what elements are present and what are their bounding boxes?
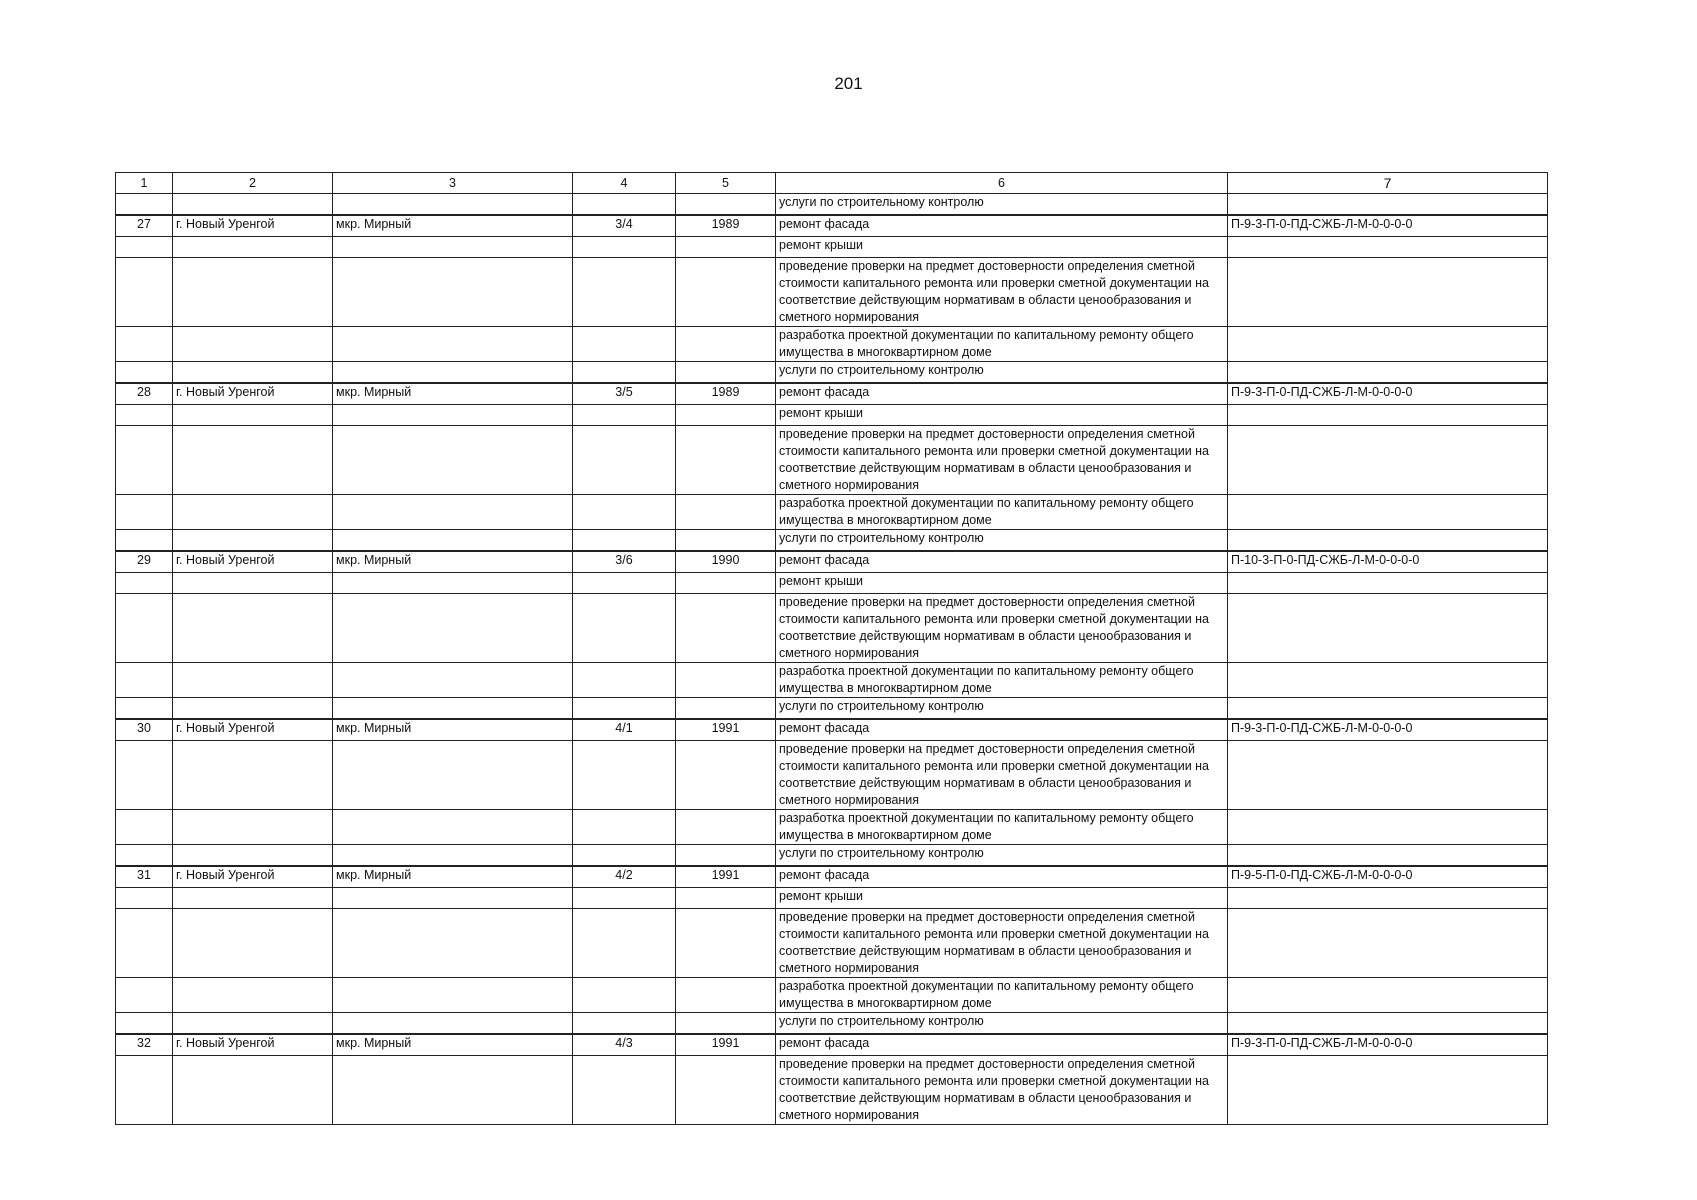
house-number-cell	[573, 258, 676, 327]
code-cell	[1228, 909, 1548, 978]
house-number-cell	[573, 845, 676, 867]
code-cell	[1228, 573, 1548, 594]
house-number-cell: 4/2	[573, 866, 676, 888]
year-cell: 1989	[676, 383, 776, 405]
house-number-cell	[573, 698, 676, 720]
work-type-cell: ремонт крыши	[776, 573, 1228, 594]
column-header: 2	[173, 173, 333, 194]
work-type-cell: услуги по строительному контролю	[776, 530, 1228, 552]
city-cell	[173, 909, 333, 978]
city-cell	[173, 426, 333, 495]
row-number-cell	[116, 663, 173, 698]
house-number-cell	[573, 741, 676, 810]
city-cell: г. Новый Уренгой	[173, 866, 333, 888]
work-type-cell: ремонт крыши	[776, 405, 1228, 426]
table-row	[116, 909, 1548, 978]
work-type-cell: ремонт фасада	[776, 866, 1228, 888]
table-row	[116, 978, 1548, 1013]
table-row	[116, 1056, 1548, 1125]
city-cell: г. Новый Уренгой	[173, 215, 333, 237]
table-body	[116, 194, 1548, 1125]
district-cell	[333, 237, 573, 258]
year-cell	[676, 426, 776, 495]
row-number-cell	[116, 194, 173, 216]
city-cell	[173, 258, 333, 327]
code-cell	[1228, 362, 1548, 384]
year-cell	[676, 194, 776, 216]
district-cell: мкр. Мирный	[333, 215, 573, 237]
work-type-cell: услуги по строительному контролю	[776, 362, 1228, 384]
house-number-cell	[573, 495, 676, 530]
row-number-cell	[116, 810, 173, 845]
work-type-cell: разработка проектной документации по капитальному ремонту общего имущества в многоквартирном доме	[776, 810, 1228, 845]
code-cell	[1228, 594, 1548, 663]
row-number-cell	[116, 495, 173, 530]
code-cell: П-10-3-П-0-ПД-СЖБ-Л-М-0-0-0-0	[1228, 551, 1548, 573]
city-cell	[173, 194, 333, 216]
work-type-cell: проведение проверки на предмет достоверности определения сметной стоимости капитального ремонта или проверки сметной документации на соответствие действующим нормативам в области ценообразования и сметного нормирования	[776, 426, 1228, 495]
work-type-cell: ремонт фасада	[776, 215, 1228, 237]
district-cell: мкр. Мирный	[333, 1034, 573, 1056]
city-cell	[173, 362, 333, 384]
year-cell: 1989	[676, 215, 776, 237]
table-row	[116, 495, 1548, 530]
house-number-cell: 3/4	[573, 215, 676, 237]
house-number-cell	[573, 1056, 676, 1125]
district-cell	[333, 573, 573, 594]
row-number-cell: 31	[116, 866, 173, 888]
year-cell: 1991	[676, 719, 776, 741]
year-cell	[676, 594, 776, 663]
code-cell: П-9-3-П-0-ПД-СЖБ-Л-М-0-0-0-0	[1228, 383, 1548, 405]
work-type-cell: разработка проектной документации по капитальному ремонту общего имущества в многоквартирном доме	[776, 663, 1228, 698]
table-row	[116, 845, 1548, 867]
house-number-cell	[573, 1013, 676, 1035]
year-cell	[676, 978, 776, 1013]
row-number-cell	[116, 530, 173, 552]
row-number-cell	[116, 258, 173, 327]
code-cell	[1228, 194, 1548, 216]
district-cell	[333, 698, 573, 720]
work-type-cell: услуги по строительному контролю	[776, 698, 1228, 720]
house-number-cell	[573, 426, 676, 495]
district-cell	[333, 327, 573, 362]
district-cell	[333, 845, 573, 867]
code-cell	[1228, 1013, 1548, 1035]
year-cell: 1991	[676, 1034, 776, 1056]
column-number-row	[116, 173, 1548, 194]
year-cell	[676, 845, 776, 867]
work-type-cell: проведение проверки на предмет достоверности определения сметной стоимости капитального ремонта или проверки сметной документации на соответствие действующим нормативам в области ценообразования и сметного нормирования	[776, 909, 1228, 978]
row-number-cell	[116, 237, 173, 258]
table-row	[116, 426, 1548, 495]
code-cell	[1228, 258, 1548, 327]
table-row	[116, 741, 1548, 810]
city-cell: г. Новый Уренгой	[173, 551, 333, 573]
year-cell	[676, 237, 776, 258]
work-type-cell: проведение проверки на предмет достоверности определения сметной стоимости капитального ремонта или проверки сметной документации на соответствие действующим нормативам в области ценообразования и сметного нормирования	[776, 258, 1228, 327]
house-number-cell	[573, 327, 676, 362]
city-cell	[173, 698, 333, 720]
house-number-cell	[573, 909, 676, 978]
city-cell	[173, 845, 333, 867]
work-type-cell: ремонт крыши	[776, 888, 1228, 909]
district-cell	[333, 741, 573, 810]
work-type-cell: проведение проверки на предмет достоверности определения сметной стоимости капитального ремонта или проверки сметной документации на соответствие действующим нормативам в области ценообразования и сметного нормирования	[776, 594, 1228, 663]
code-cell	[1228, 426, 1548, 495]
city-cell	[173, 663, 333, 698]
table-row	[116, 573, 1548, 594]
year-cell	[676, 573, 776, 594]
row-number-cell	[116, 405, 173, 426]
year-cell	[676, 663, 776, 698]
code-cell: П-9-3-П-0-ПД-СЖБ-Л-М-0-0-0-0	[1228, 1034, 1548, 1056]
column-header: 4	[573, 173, 676, 194]
year-cell	[676, 810, 776, 845]
city-cell	[173, 405, 333, 426]
district-cell	[333, 405, 573, 426]
year-cell	[676, 362, 776, 384]
district-cell	[333, 495, 573, 530]
work-type-cell: проведение проверки на предмет достоверности определения сметной стоимости капитального ремонта или проверки сметной документации на соответствие действующим нормативам в области ценообразования и сметного нормирования	[776, 741, 1228, 810]
work-type-cell: ремонт фасада	[776, 719, 1228, 741]
house-number-cell	[573, 810, 676, 845]
code-cell	[1228, 810, 1548, 845]
table-row	[116, 810, 1548, 845]
work-type-cell: ремонт фасада	[776, 383, 1228, 405]
work-type-cell: услуги по строительному контролю	[776, 845, 1228, 867]
district-cell: мкр. Мирный	[333, 866, 573, 888]
code-cell	[1228, 1056, 1548, 1125]
table-row	[116, 405, 1548, 426]
year-cell: 1991	[676, 866, 776, 888]
city-cell: г. Новый Уренгой	[173, 1034, 333, 1056]
city-cell	[173, 888, 333, 909]
row-number-cell	[116, 327, 173, 362]
code-cell	[1228, 405, 1548, 426]
house-number-cell	[573, 663, 676, 698]
code-cell	[1228, 978, 1548, 1013]
code-cell	[1228, 530, 1548, 552]
district-cell	[333, 909, 573, 978]
work-type-cell: проведение проверки на предмет достоверности определения сметной стоимости капитального ремонта или проверки сметной документации на соответствие действующим нормативам в области ценообразования и сметного нормирования	[776, 1056, 1228, 1125]
city-cell: г. Новый Уренгой	[173, 383, 333, 405]
house-number-cell: 4/1	[573, 719, 676, 741]
row-number-cell	[116, 594, 173, 663]
code-cell: П-9-5-П-0-ПД-СЖБ-Л-М-0-0-0-0	[1228, 866, 1548, 888]
year-cell	[676, 258, 776, 327]
column-header: 7	[1228, 173, 1548, 194]
repair-schedule-table	[115, 172, 1548, 1125]
table-row	[116, 866, 1548, 888]
work-type-cell: услуги по строительному контролю	[776, 1013, 1228, 1035]
table-row	[116, 663, 1548, 698]
table-row	[116, 594, 1548, 663]
city-cell	[173, 1013, 333, 1035]
code-cell	[1228, 845, 1548, 867]
work-type-cell: ремонт фасада	[776, 1034, 1228, 1056]
code-cell	[1228, 741, 1548, 810]
row-number-cell: 29	[116, 551, 173, 573]
row-number-cell: 28	[116, 383, 173, 405]
table-row	[116, 551, 1548, 573]
city-cell	[173, 1056, 333, 1125]
row-number-cell	[116, 573, 173, 594]
district-cell	[333, 426, 573, 495]
table-row	[116, 237, 1548, 258]
work-type-cell: ремонт крыши	[776, 237, 1228, 258]
city-cell	[173, 327, 333, 362]
year-cell	[676, 530, 776, 552]
row-number-cell	[116, 845, 173, 867]
district-cell: мкр. Мирный	[333, 551, 573, 573]
district-cell	[333, 888, 573, 909]
row-number-cell	[116, 909, 173, 978]
row-number-cell	[116, 698, 173, 720]
city-cell	[173, 573, 333, 594]
row-number-cell	[116, 978, 173, 1013]
house-number-cell	[573, 530, 676, 552]
table-row	[116, 1013, 1548, 1035]
district-cell	[333, 663, 573, 698]
code-cell	[1228, 663, 1548, 698]
house-number-cell	[573, 237, 676, 258]
code-cell	[1228, 327, 1548, 362]
district-cell	[333, 978, 573, 1013]
row-number-cell	[116, 741, 173, 810]
district-cell: мкр. Мирный	[333, 719, 573, 741]
city-cell	[173, 810, 333, 845]
code-cell: П-9-3-П-0-ПД-СЖБ-Л-М-0-0-0-0	[1228, 719, 1548, 741]
house-number-cell: 4/3	[573, 1034, 676, 1056]
row-number-cell: 27	[116, 215, 173, 237]
row-number-cell: 32	[116, 1034, 173, 1056]
table-row	[116, 215, 1548, 237]
house-number-cell	[573, 362, 676, 384]
district-cell	[333, 1056, 573, 1125]
row-number-cell	[116, 1013, 173, 1035]
year-cell	[676, 888, 776, 909]
row-number-cell	[116, 888, 173, 909]
table-row	[116, 194, 1548, 216]
house-number-cell	[573, 594, 676, 663]
city-cell	[173, 495, 333, 530]
district-cell	[333, 258, 573, 327]
house-number-cell: 3/6	[573, 551, 676, 573]
house-number-cell	[573, 888, 676, 909]
house-number-cell: 3/5	[573, 383, 676, 405]
city-cell	[173, 530, 333, 552]
house-number-cell	[573, 978, 676, 1013]
year-cell	[676, 741, 776, 810]
table-row	[116, 1034, 1548, 1056]
column-header: 5	[676, 173, 776, 194]
year-cell	[676, 405, 776, 426]
table-row	[116, 258, 1548, 327]
work-type-cell: услуги по строительному контролю	[776, 194, 1228, 216]
work-type-cell: разработка проектной документации по капитальному ремонту общего имущества в многоквартирном доме	[776, 327, 1228, 362]
district-cell	[333, 594, 573, 663]
row-number-cell	[116, 362, 173, 384]
row-number-cell: 30	[116, 719, 173, 741]
column-header: 3	[333, 173, 573, 194]
work-type-cell: ремонт фасада	[776, 551, 1228, 573]
year-cell	[676, 495, 776, 530]
table-row	[116, 327, 1548, 362]
district-cell	[333, 810, 573, 845]
house-number-cell	[573, 194, 676, 216]
house-number-cell	[573, 573, 676, 594]
district-cell	[333, 530, 573, 552]
year-cell: 1990	[676, 551, 776, 573]
work-type-cell: разработка проектной документации по капитальному ремонту общего имущества в многоквартирном доме	[776, 978, 1228, 1013]
city-cell: г. Новый Уренгой	[173, 719, 333, 741]
code-cell	[1228, 698, 1548, 720]
year-cell	[676, 1056, 776, 1125]
table-row	[116, 383, 1548, 405]
table-row	[116, 698, 1548, 720]
district-cell	[333, 194, 573, 216]
row-number-cell	[116, 426, 173, 495]
page-number: 201	[834, 74, 863, 93]
city-cell	[173, 978, 333, 1013]
district-cell	[333, 362, 573, 384]
code-cell: П-9-3-П-0-ПД-СЖБ-Л-М-0-0-0-0	[1228, 215, 1548, 237]
city-cell	[173, 741, 333, 810]
work-type-cell: разработка проектной документации по капитальному ремонту общего имущества в многоквартирном доме	[776, 495, 1228, 530]
column-header: 6	[776, 173, 1228, 194]
table-row	[116, 888, 1548, 909]
year-cell	[676, 1013, 776, 1035]
district-cell: мкр. Мирный	[333, 383, 573, 405]
table-row	[116, 362, 1548, 384]
code-cell	[1228, 888, 1548, 909]
district-cell	[333, 1013, 573, 1035]
city-cell	[173, 594, 333, 663]
year-cell	[676, 327, 776, 362]
code-cell	[1228, 495, 1548, 530]
table-row	[116, 530, 1548, 552]
year-cell	[676, 698, 776, 720]
house-number-cell	[573, 405, 676, 426]
table-row	[116, 719, 1548, 741]
code-cell	[1228, 237, 1548, 258]
row-number-cell	[116, 1056, 173, 1125]
year-cell	[676, 909, 776, 978]
city-cell	[173, 237, 333, 258]
column-header: 1	[116, 173, 173, 194]
